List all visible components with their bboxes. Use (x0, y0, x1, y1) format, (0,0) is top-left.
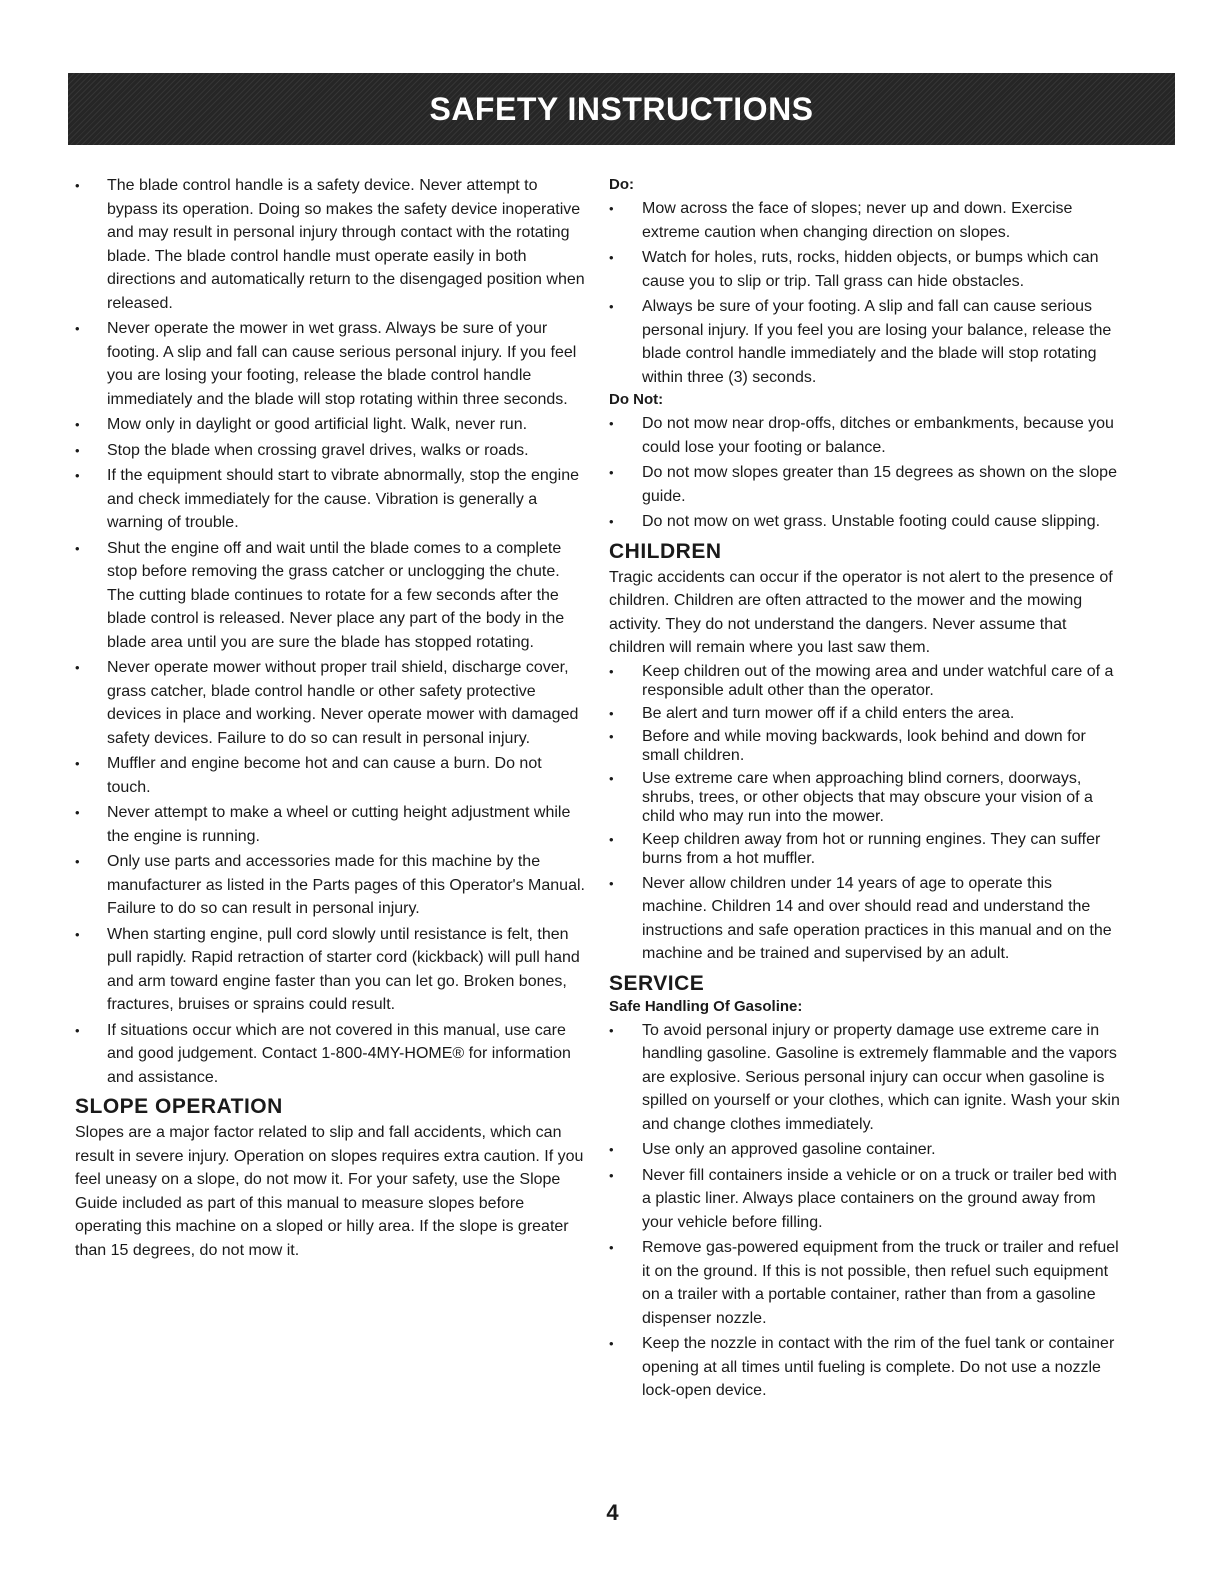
list-item: • If situations occur which are not covered in this manual, use care and good judgement. Contact 1-800-4MY-HOME® for information and assistance. (75, 1019, 587, 1090)
gasoline-list (609, 1019, 1121, 1403)
children-list (609, 662, 1121, 868)
list-item: • Keep children out of the mowing area and under watchful care of a responsible adult other than the operator. (609, 662, 1121, 700)
children-heading: CHILDREN (609, 539, 722, 563)
list-item: • Do not mow slopes greater than 15 degrees as shown on the slope guide. (609, 461, 1121, 508)
list-item: • Before and while moving backwards, look behind and down for small children. (609, 727, 1121, 765)
do-not-heading: Do Not: (609, 391, 664, 408)
page-banner (68, 73, 1175, 145)
list-item: • Keep children away from hot or running engines. They can suffer burns from a hot muffler. (609, 830, 1121, 868)
gasoline-heading: Safe Handling Of Gasoline: (609, 997, 803, 1015)
list-item: • Remove gas-powered equipment from the truck or trailer and refuel it on the ground. If this is not possible, then refuel such equipment on a trailer with a portable container, rather than from a gasoline dispenser nozzle. (609, 1236, 1121, 1330)
list-item: • Mow only in daylight or good artificial light. Walk, never run. (75, 413, 587, 437)
list-item: • Shut the engine off and wait until the blade comes to a complete stop before removing the grass catcher or unclogging the chute. The cutting blade continues to rotate for a few seconds after the blade control is released. Never place any part of the body in the blade area until you are sure the blade has stopped rotating. (75, 537, 587, 655)
list-item: • Never fill containers inside a vehicle or on a truck or trailer bed with a plastic liner. Always place containers on the ground away from your vehicle before filling. (609, 1164, 1121, 1235)
list-item: • Use extreme care when approaching blind corners, doorways, shrubs, trees, or other objects that may obscure your vision of a child who may run into the mower. (609, 769, 1121, 826)
list-item: • Always be sure of your footing. A slip and fall can cause serious personal injury. If you feel you are losing your balance, release the blade control handle immediately and the blade will stop rotating within three (3) seconds. (609, 295, 1121, 389)
list-item: • Do not mow on wet grass. Unstable footing could cause slipping. (609, 510, 1121, 534)
children-list-continued (609, 872, 1121, 966)
safety-bullet-list (75, 174, 587, 1089)
list-item: • Be alert and turn mower off if a child enters the area. (609, 704, 1121, 723)
list-item: • Watch for holes, ruts, rocks, hidden objects, or bumps which can cause you to slip or trip. Tall grass can hide obstacles. (609, 246, 1121, 293)
children-text: Tragic accidents can occur if the operator is not alert to the presence of children. Children are often attracted to the mower and the mowing activity. They do not understand the dangers. Never assume that children will remain where you last saw them. (609, 568, 1113, 656)
list-item: • Muffler and engine become hot and can cause a burn. Do not touch. (75, 752, 587, 799)
list-item: • Never allow children under 14 years of age to operate this machine. Children 14 and over should read and understand the instructions and safe operation practices in this manual and on the machine and be trained and supervised by an adult. (609, 872, 1121, 966)
left-column (75, 174, 587, 1264)
list-item: • If the equipment should start to vibrate abnormally, stop the engine and check immediately for the cause. Vibration is generally a warning of trouble. (75, 464, 587, 535)
list-item: • When starting engine, pull cord slowly until resistance is felt, then pull rapidly. Rapid retraction of starter cord (kickback) will pull hand and arm toward engine faster than you can let go. Broken bones, fractures, bruises or sprains could result. (75, 923, 587, 1017)
list-item: • Keep the nozzle in contact with the rim of the fuel tank or container opening at all times until fueling is complete. Do not use a nozzle lock-open device. (609, 1332, 1121, 1403)
slope-operation-text: Slopes are a major factor related to slip and fall accidents, which can result in severe injury. Operation on slopes requires extra caution. If you feel uneasy on a slope, do not mow it. For your safety, use the Slope Guide included as part of this manual to measure slopes before operating this machine on a sloped or hilly area. If the slope is greater than 15 degrees, do not mow it. (75, 1124, 584, 1259)
list-item: • Do not mow near drop-offs, ditches or embankments, because you could lose your footing or balance. (609, 412, 1121, 459)
slope-operation-heading: SLOPE OPERATION (75, 1095, 283, 1118)
list-item: • Only use parts and accessories made for this machine by the manufacturer as listed in the Parts pages of this Operator's Manual. Failure to do so can result in personal injury. (75, 850, 587, 921)
list-item: • Use only an approved gasoline container. (609, 1138, 1121, 1162)
page-number: 4 (606, 1500, 619, 1525)
do-not-list (609, 412, 1121, 534)
service-heading: SERVICE (609, 971, 705, 995)
page-title: SAFETY INSTRUCTIONS (429, 90, 814, 127)
right-column (609, 174, 1121, 1405)
list-item: • The blade control handle is a safety device. Never attempt to bypass its operation. Doing so makes the safety device inoperative and may result in personal injury through contact with the rotating blade. The blade control handle must operate easily in both directions and automatically return to the disengaged position when released. (75, 174, 587, 315)
do-heading: Do: (609, 176, 634, 193)
list-item: • Mow across the face of slopes; never up and down. Exercise extreme caution when changing direction on slopes. (609, 197, 1121, 244)
list-item: • Stop the blade when crossing gravel drives, walks or roads. (75, 439, 587, 463)
list-item: • Never operate mower without proper trail shield, discharge cover, grass catcher, blade control handle or other safety protective devices in place and working. Never operate mower with damaged safety devices. Failure to do so can result in personal injury. (75, 656, 587, 750)
list-item: • Never attempt to make a wheel or cutting height adjustment while the engine is running. (75, 801, 587, 848)
do-list (609, 197, 1121, 389)
list-item: • Never operate the mower in wet grass. Always be sure of your footing. A slip and fall can cause serious personal injury. If you feel you are losing your footing, release the blade control handle immediately and the blade will stop rotating within three seconds. (75, 317, 587, 411)
list-item: • To avoid personal injury or property damage use extreme care in handling gasoline. Gasoline is extremely flammable and the vapors are explosive. Serious personal injury can occur when gasoline is spilled on yourself or your clothes, which can ignite. Wash your skin and change clothes immediately. (609, 1019, 1121, 1137)
